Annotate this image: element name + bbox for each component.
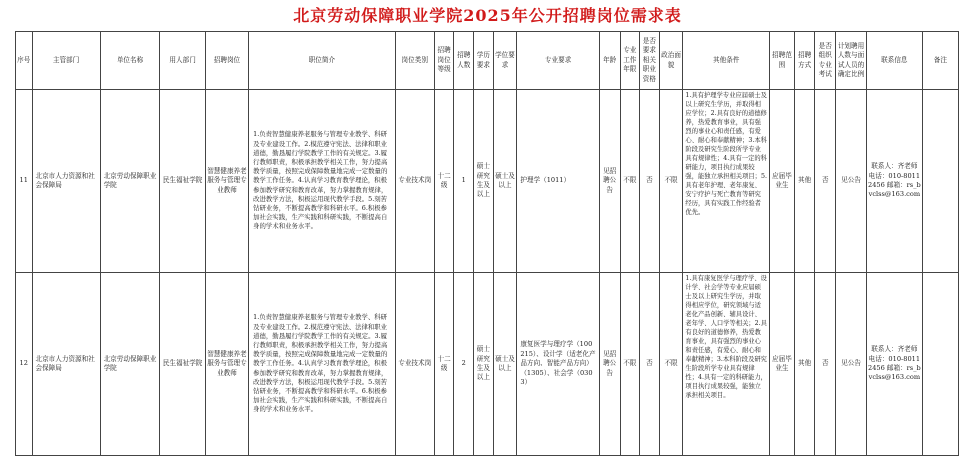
recruitment-table <box>15 31 959 456</box>
header-ratio: 计划聘用人数与面试人员的确定比例 <box>836 32 867 90</box>
header-category: 岗位类别 <box>395 32 434 90</box>
cell-contact: 联系人：齐老师 电话：010-80112456 邮箱：rs_bvclss@163.com <box>867 90 923 273</box>
header-post: 招聘岗位 <box>205 32 248 90</box>
cell-category: 专业技术岗 <box>395 90 434 273</box>
cell-need-title: 否 <box>640 273 660 456</box>
cell-dept: 北京市人力资源和社会保障局 <box>32 90 100 273</box>
cell-seq: 11 <box>16 90 33 273</box>
table-row <box>16 273 959 456</box>
cell-seq: 12 <box>16 273 33 456</box>
cell-unit: 北京劳动保障职业学院 <box>100 90 160 273</box>
cell-ratio: 见公告 <box>836 90 867 273</box>
cell-edu: 硕士研究生及以上 <box>474 273 494 456</box>
cell-scope: 应届毕业生 <box>770 273 795 456</box>
header-politics: 政治面貌 <box>659 32 683 90</box>
page-title: 北京劳动保障职业学院2025年公开招聘岗位需求表 <box>293 6 682 25</box>
cell-ratio: 见公告 <box>836 273 867 456</box>
header-row <box>16 32 959 90</box>
header-method: 招聘方式 <box>794 32 815 90</box>
header-notes: 备注 <box>922 32 958 90</box>
header-count: 招聘人数 <box>454 32 474 90</box>
cell-duty: 1.负责智慧健康养老服务与管理专业教学、科研及专业建设工作。2.模范遵守宪法、法律和职业道德，勤恳履行学院教学工作的有关规定。3.履行教师职责，积极承担教学相关工作，努力提高教学质量，按照完成保障数量地完成一定数量的教学工作任务。4.认真学习教育教学理论，积极参加教学研究和教育改革，努力掌握教育规律，改进教学方法，积极运用现代教学手段。5.刻苦钻研业务，不断提高教学和科研水平。6.积极参加社会实践，生产实践和科研实践，不断提高自身的学术和业务水平。 <box>249 90 396 273</box>
cell-dept: 北京市人力资源和社会保障局 <box>32 273 100 456</box>
cell-hire-dept: 民生福祉学院 <box>160 90 205 273</box>
cell-post: 智慧健康养老服务与管理专业教师 <box>205 90 248 273</box>
header-need-title: 是否要求相关职业资格 <box>640 32 660 90</box>
cell-notes <box>922 273 958 456</box>
header-contact: 联系信息 <box>867 32 923 90</box>
header-level: 招聘岗位等级 <box>434 32 454 90</box>
header-exp: 专业工作年限 <box>620 32 640 90</box>
header-test: 是否组织专业考试 <box>815 32 836 90</box>
cell-degree: 硕士及以上 <box>493 90 517 273</box>
cell-test: 否 <box>815 273 836 456</box>
cell-level: 十二级 <box>434 90 454 273</box>
cell-count: 2 <box>454 273 474 456</box>
cell-hire-dept: 民生福祉学院 <box>160 273 205 456</box>
table-row <box>16 90 959 273</box>
header-duty: 职位简介 <box>249 32 396 90</box>
cell-method: 其他 <box>794 90 815 273</box>
cell-count: 1 <box>454 90 474 273</box>
cell-duty: 1.负责智慧健康养老服务与管理专业教学、科研及专业建设工作。2.模范遵守宪法、法律和职业道德，勤恳履行学院教学工作的有关规定。3.履行教师职责，积极承担教学相关工作，努力提高教学质量，按照完成保障数量地完成一定数量的教学工作任务。4.认真学习教育教学理论，积极参加教学研究和教育改革，努力掌握教育规律，改进教学方法，积极运用现代教学手段。5.刻苦钻研业务，不断提高教学和科研水平。6.积极参加社会实践，生产实践和科研实践，不断提高自身的学术和业务水平。 <box>249 273 396 456</box>
cell-edu: 硕士研究生及以上 <box>474 90 494 273</box>
header-degree: 学位要求 <box>493 32 517 90</box>
cell-unit: 北京劳动保障职业学院 <box>100 273 160 456</box>
cell-other: 1.具有康复医学与理疗学、设计学、社会学等专业应届硕士及以上研究生学历，并取得相应学位，研究领域与适老化产品创新、辅具设计、老年学、人口学等相关；2.具有良好的道德修养，热爱教育事业，具有强烈的事业心和责任感，有爱心、耐心和奉献精神；3.本科阶段及研究生阶段所学专业具有规律性；4.具有一定的科研能力，项目执行成果较强，能独立承担相关项目。 <box>683 273 770 456</box>
cell-scope: 应届毕业生 <box>770 90 795 273</box>
cell-politics: 不限 <box>659 90 683 273</box>
cell-other: 1.具有护理学专业应届硕士及以上研究生学历，并取得相应学位；2.具有良好的道德修养，热爱教育事业，具有强烈的事业心和责任感，有爱心、耐心和奉献精神；3.本科阶段及研究生阶段所学专业具有规律性；4.具有一定的科研能力，项目执行成果较强，能独立承担相关项目；5.具有老年护理、老年康复、安宁疗护与死亡教育等研究经历，具有实践工作经验者优先。 <box>683 90 770 273</box>
cell-politics: 不限 <box>659 273 683 456</box>
cell-level: 十二级 <box>434 273 454 456</box>
cell-method: 其他 <box>794 273 815 456</box>
cell-contact: 联系人：齐老师 电话：010-80112456 邮箱：rs_bvclss@163.com <box>867 273 923 456</box>
header-seq: 序号 <box>16 32 33 90</box>
header-hire-dept: 用人部门 <box>160 32 205 90</box>
header-scope: 招聘范围 <box>770 32 795 90</box>
header-other: 其他条件 <box>683 32 770 90</box>
cell-age: 见招聘公告 <box>599 90 620 273</box>
cell-notes <box>922 90 958 273</box>
header-dept: 主管部门 <box>32 32 100 90</box>
header-edu: 学历要求 <box>474 32 494 90</box>
cell-exp: 不限 <box>620 90 640 273</box>
cell-degree: 硕士及以上 <box>493 273 517 456</box>
cell-test: 否 <box>815 90 836 273</box>
cell-major: 护理学（1011） <box>517 90 600 273</box>
cell-exp: 不限 <box>620 273 640 456</box>
cell-age: 见招聘公告 <box>599 273 620 456</box>
header-age: 年龄 <box>599 32 620 90</box>
cell-post: 智慧健康养老服务与管理专业教师 <box>205 273 248 456</box>
header-unit: 单位名称 <box>100 32 160 90</box>
cell-major: 康复医学与理疗学（100215）、设计学（适老化产品方向、智能产品方向）（1305）、社会学（0303） <box>517 273 600 456</box>
cell-category: 专业技术岗 <box>395 273 434 456</box>
cell-need-title: 否 <box>640 90 660 273</box>
header-major: 专业要求 <box>517 32 600 90</box>
